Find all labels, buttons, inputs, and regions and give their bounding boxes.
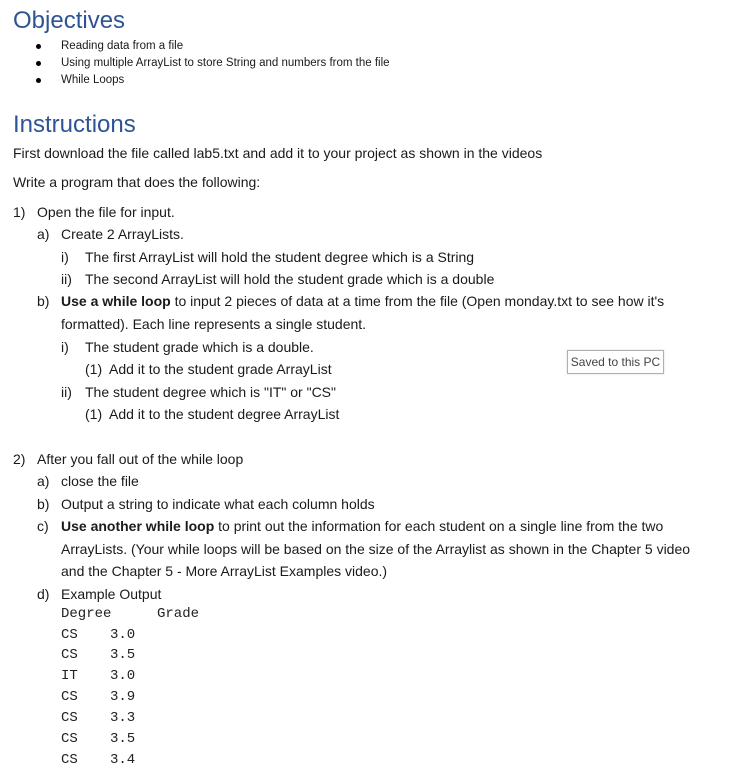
list-marker: i) [61,249,69,265]
step-1b-i-1: Add it to the student grade ArrayList [109,361,332,377]
step-2c-line3: and the Chapter 5 - More ArrayList Examples video.) [61,563,388,579]
bullet-icon [36,61,41,66]
list-marker: i) [61,339,69,355]
list-marker: d) [37,586,50,602]
step-2b: Output a string to indicate what each column holds [61,496,375,512]
step-1a: Create 2 ArrayLists. [61,226,184,242]
list-marker: a) [37,473,50,489]
step-1b-ii: The student degree which is "IT" or "CS" [85,384,336,400]
list-marker: 1) [13,204,26,220]
output-degree: CS [61,731,78,747]
list-marker: (1) [85,361,103,377]
objectives-heading: Objectives [13,7,126,34]
output-grade: 3.9 [110,689,136,705]
step-1b-ii-1: Add it to the student degree ArrayList [109,406,340,422]
output-grade: 3.0 [110,668,136,684]
output-grade: 3.5 [110,647,136,663]
step-2c-line2: ArrayLists. (Your while loops will be based on the size of the Arraylist as shown in the Chapter 5 video [61,541,691,557]
step-1a-ii: The second ArrayList will hold the student grade which is a double [85,271,495,287]
intro-download: First download the file called lab5.txt and add it to your project as shown in the videos [13,145,543,161]
list-marker: a) [37,226,50,242]
output-header-degree: Degree [61,606,112,622]
step-2d: Example Output [61,586,162,602]
list-marker: ii) [61,384,72,400]
output-degree: CS [61,752,78,768]
save-status-tooltip: Saved to this PC [567,350,664,374]
output-grade: 3.3 [110,710,136,726]
output-degree: CS [61,627,78,643]
list-marker: ii) [61,271,72,287]
output-degree: CS [61,710,78,726]
output-grade: 3.0 [110,627,136,643]
step-2: After you fall out of the while loop [37,451,244,467]
list-marker: 2) [13,451,26,467]
output-degree: CS [61,689,78,705]
step-2a: close the file [61,473,139,489]
output-grade: 3.4 [110,752,136,768]
bullet-icon [36,78,41,83]
intro-program: Write a program that does the following: [13,174,261,190]
list-marker: b) [37,496,50,512]
step-1b: Use a while loop to input 2 pieces of data at a time from the file (Open monday.txt to see how it's [61,293,665,309]
list-marker: (1) [85,406,103,422]
step-1a-i: The first ArrayList will hold the student degree which is a String [85,249,475,265]
output-degree: IT [61,668,78,684]
step-1b-i: The student grade which is a double. [85,339,314,355]
output-degree: CS [61,647,78,663]
step-1b-line2: formatted). Each line represents a single student. [61,316,367,332]
list-marker: c) [37,518,49,534]
step-2c: Use another while loop to print out the information for each student on a single line from the two [61,518,664,534]
output-header-grade: Grade [157,606,200,622]
bullet-icon [36,44,41,49]
instructions-heading: Instructions [13,111,136,138]
list-marker: b) [37,293,50,309]
step-1: Open the file for input. [37,204,175,220]
output-grade: 3.5 [110,731,136,747]
